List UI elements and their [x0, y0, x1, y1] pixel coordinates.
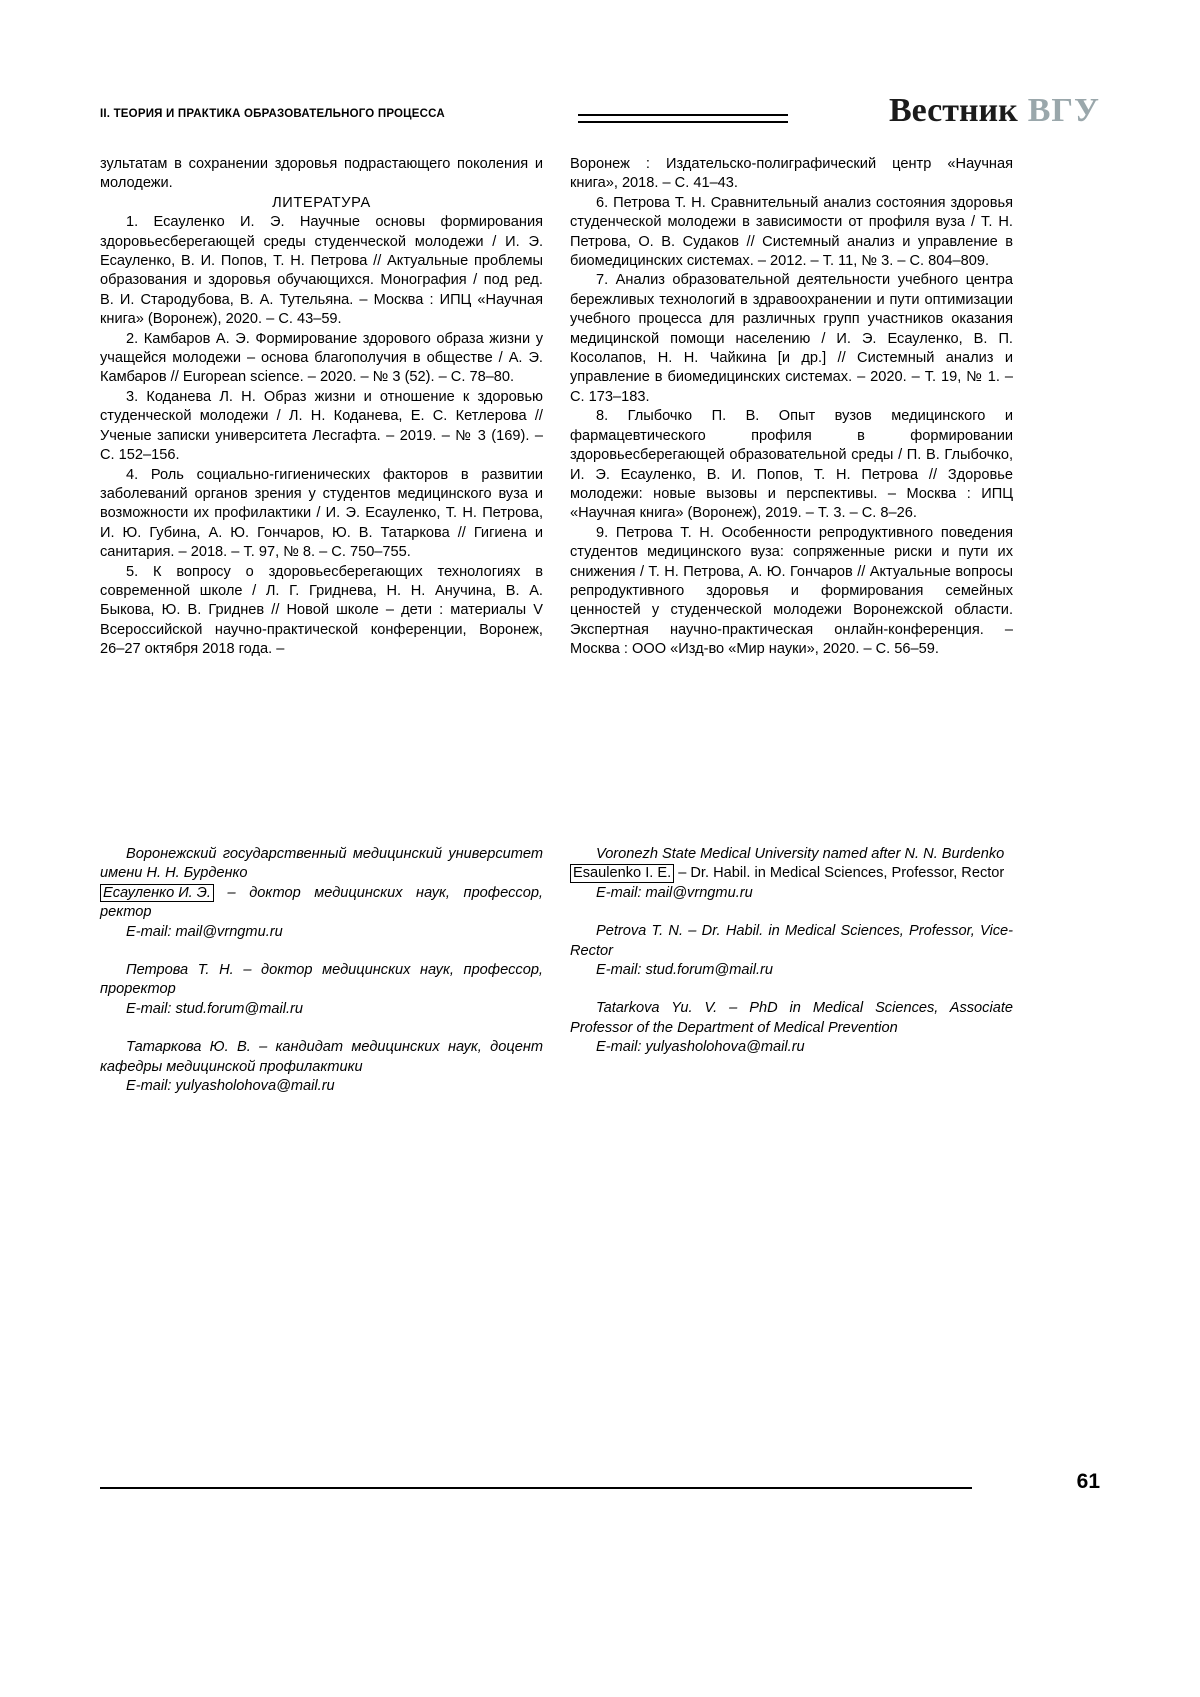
continued-paragraph: зультатам в сохранении здоровья подрастающего поколения и молодежи. [100, 156, 543, 192]
author-email-en: E-mail: mail@vrngmu.ru [596, 884, 753, 901]
footer-rule [100, 1487, 972, 1489]
author-name-ru: Петрова Т. Н. [126, 962, 234, 979]
reference-item: 6. Петрова Т. Н. Сравнительный анализ состояния здоровья студенческой молодежи в зависимости от профиля вуза / Т. Н. Петрова, О. В. Судаков // Системный анализ и управление в биомедицинских системах. – 2012. – Т. 11, № 3. – С. 804–809. [570, 194, 1013, 270]
reference-item: 7. Анализ образовательной деятельности учебного центра бережливых технологий в здравоохранении и пути оптимизации учебного процесса для различных групп участников оказания медицинской помощи населению / И. Э. Есауленко, В. П. Косолапов, Н. Н. Чайкина [и др.] // Системный анализ и управление в биомедицинских системах. – 2020. – Т. 19, № 1. – С. 173–183. [570, 272, 1013, 405]
spacer [570, 980, 1013, 999]
author-block-ru [100, 845, 543, 1096]
affiliation-ru: Воронежский государственный медицинский университет имени Н. Н. Бурденко [100, 846, 543, 882]
header-double-rule [578, 114, 788, 123]
references-heading: ЛИТЕРАТУРА [272, 194, 371, 211]
author-block-en [570, 845, 1013, 1058]
author-entry-en [570, 864, 1013, 883]
reference-item: 5. К вопросу о здоровьесберегающих технологиях в современной школе / Л. Г. Гриднева, Н. Н. Анучина, В. А. Быкова, Ю. В. Гриднев // Новой школе – дети : материалы V Всероссийской научно-практической конференции, Воронеж, 26–27 октября 2018 года. – [100, 563, 543, 658]
page-number: 61 [1076, 1470, 1100, 1493]
author-name-ru: Татаркова Ю. В. [126, 1039, 251, 1056]
author-title-en: – Dr. Habil. in Medical Sciences, Professor, Rector [674, 865, 1005, 882]
author-email-en: E-mail: stud.forum@mail.ru [596, 962, 774, 979]
author-email-ru: E-mail: stud.forum@mail.ru [126, 1000, 304, 1017]
author-title-en: – Dr. Habil. in Medical Sciences, Professor, Vice-Rector [570, 923, 1013, 959]
spacer [570, 903, 1013, 922]
spacer [100, 1019, 543, 1038]
author-name-boxed-ru: Есауленко И. Э. [100, 884, 214, 902]
journal-abbreviation: ВГУ [1027, 92, 1100, 129]
author-title-ru: – доктор медицинских наук, профессор, ректор [100, 884, 543, 921]
affiliation-en: Voronezh State Medical University named after N. N. Burdenko [596, 846, 1005, 862]
author-title-ru: – кандидат медицинских наук, доцент кафедры медицинской профилактики [100, 1039, 544, 1075]
spacer [100, 942, 543, 961]
reference-item: 1. Есауленко И. Э. Научные основы формирования здоровьесберегающей среды студенческой молодежи / И. Э. Есауленко, В. И. Попов, Т. Н. Петрова // Актуальные проблемы образования и здоровья обучающихся. Монография / под ред. В. И. Стародубова, В. А. Тутельяна. – Москва : ИПЦ «Научная книга» (Воронеж), 2020. – С. 43–59. [100, 214, 543, 328]
author-name-boxed-en: Esaulenko I. E. [570, 864, 674, 882]
author-title-en: – PhD in Medical Sciences, Associate Professor of the Department of Medical Prevention [570, 1000, 1013, 1036]
author-email-ru: E-mail: mail@vrngmu.ru [126, 923, 283, 940]
author-name-en: Petrova T. N. [596, 923, 684, 940]
author-name-en: Tatarkova Yu. V. [596, 1000, 718, 1017]
running-section-title: II. ТЕОРИЯ И ПРАКТИКА ОБРАЗОВАТЕЛЬНОГО ПРОЦЕССА [100, 108, 445, 120]
journal-name: Вестник [888, 92, 1018, 129]
author-email-ru: E-mail: yulyasholohova@mail.ru [126, 1078, 335, 1095]
author-entry-ru [100, 1038, 543, 1077]
author-entry-ru [100, 884, 543, 923]
author-entry-en [570, 999, 1013, 1038]
author-entry-ru [100, 961, 543, 1000]
author-email-en: E-mail: yulyasholohova@mail.ru [596, 1039, 805, 1056]
reference-item: 8. Глыбочко П. В. Опыт вузов медицинского и фармацевтического профиля в формировании здоровьесберегающей образовательной среды / П. В. Глыбочко, И. Э. Есауленко, В. И. Попов, Т. Н. Петрова // Здоровье молодежи: новые вызовы и перспективы. – Москва : ИПЦ «Научная книга» (Воронеж), 2019. – Т. 3. – С. 8–26. [570, 408, 1013, 522]
author-title-ru: – доктор медицинских наук, профессор, проректор [100, 962, 543, 998]
reference-item: 9. Петрова Т. Н. Особенности репродуктивного поведения студентов медицинского вуза: сопряженные риски и пути их снижения / Т. Н. Петрова, А. Ю. Гончаров // Актуальные вопросы репродуктивного здоровья и формирования семейных ценностей у студенческой молодежи Воронежской области. Экспертная научно-практическая онлайн-конференция. – Москва : ООО «Изд-во «Мир науки», 2020. – С. 56–59. [570, 524, 1013, 658]
column-left [100, 155, 543, 660]
journal-logo [889, 92, 1100, 130]
page-header [100, 92, 1100, 142]
reference-item: 2. Камбаров А. Э. Формирование здорового образа жизни у учащейся молодежи – основа благополучия в обществе / А. Э. Камбаров // European science. – 2020. – № 3 (52). – С. 78–80. [100, 330, 543, 386]
reference-item-continued: Воронеж : Издательско-полиграфический центр «Научная книга», 2018. – С. 41–43. [570, 156, 1013, 192]
author-entry-en [570, 922, 1013, 961]
column-right [570, 155, 1013, 660]
reference-item: 3. Коданева Л. Н. Образ жизни и отношение к здоровью студенческой молодежи / Л. Н. Коданева, Е. С. Кетлерова // Ученые записки университета Лесгафта. – 2019. – № 3 (169). – С. 152–156. [100, 388, 543, 464]
reference-item: 4. Роль социально-гигиенических факторов в развитии заболеваний органов зрения у студентов медицинского вуза и возможности их профилактики / И. Э. Есауленко, Т. Н. Петрова, И. Ю. Губина, А. Ю. Гончаров, Ю. В. Татаркова // Гигиена и санитария. – 2018. – Т. 97, № 8. – С. 750–755. [100, 466, 543, 561]
